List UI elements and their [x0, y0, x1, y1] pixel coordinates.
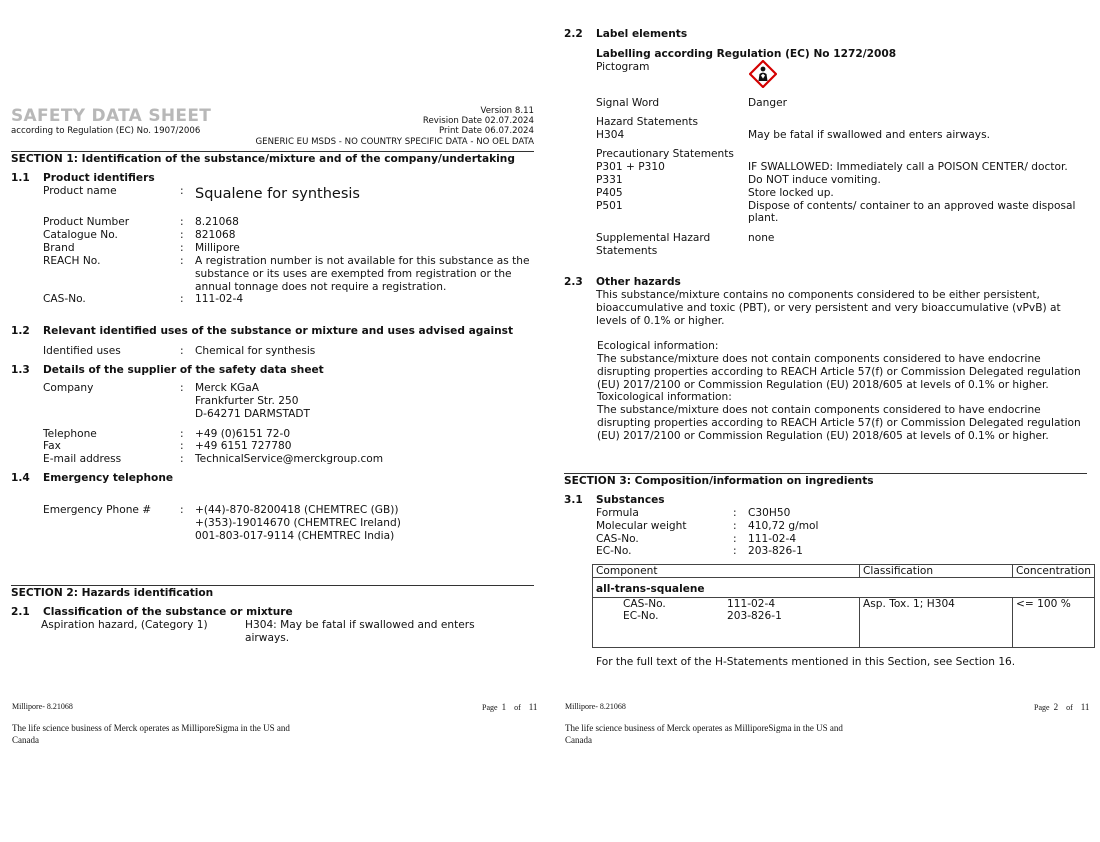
header-divider	[11, 151, 534, 152]
product-name: Squalene for synthesis	[195, 186, 360, 202]
company-line: Merck KGaA	[195, 382, 260, 394]
s12-title: Relevant identified uses of the substance or mixture and uses advised against	[43, 325, 514, 337]
precaution-code: P331	[596, 174, 623, 186]
footer-note-line: Canada	[565, 735, 592, 745]
table-row	[593, 578, 1095, 598]
s21-number: 2.1	[11, 606, 30, 618]
cas-number: 111-02-4	[195, 293, 244, 305]
supplemental-label: Statements	[596, 245, 658, 257]
s11-number: 1.1	[11, 172, 30, 184]
cas-number: 111-02-4	[748, 533, 797, 545]
component-ec: 203-826-1	[727, 610, 782, 622]
table-header: Classification	[860, 565, 1013, 578]
company-line: Frankfurter Str. 250	[195, 395, 299, 407]
email-address: TechnicalService@merckgroup.com	[195, 453, 384, 465]
product-name-label: Product name	[43, 185, 117, 197]
precaution-text: Dispose of contents/ container to an approved waste disposal	[748, 200, 1076, 212]
component-concentration: <= 100 %	[1013, 598, 1095, 648]
uses-label: Identified uses	[43, 345, 121, 357]
colon: :	[180, 345, 184, 357]
classification-line: H304: May be fatal if swallowed and enters	[245, 619, 475, 631]
formula-label: Formula	[596, 507, 639, 519]
cas-label: CAS-No.	[43, 293, 86, 305]
s23-number: 2.3	[564, 276, 583, 288]
footer-page	[482, 701, 537, 714]
component-cas: 111-02-4	[727, 598, 776, 610]
table-header: Concentration	[1013, 565, 1095, 578]
section3-title: SECTION 3: Composition/information on ingredients	[564, 475, 874, 487]
hazard-statements-label: Hazard Statements	[596, 116, 699, 128]
cas-label: CAS-No.	[596, 533, 639, 545]
page-number: 2	[1053, 702, 1059, 712]
emergency-line: 001-803-017-9114 (CHEMTREC India)	[195, 530, 395, 542]
page-word: Page	[1034, 703, 1050, 712]
eco-label: Ecological information:	[597, 340, 719, 352]
mw-label: Molecular weight	[596, 520, 687, 532]
component-ids	[593, 598, 860, 648]
table-header: Component	[593, 565, 860, 578]
other-hazards-line: levels of 0.1% or higher.	[596, 315, 725, 327]
eco-line: (EU) 2017/2100 or Commission Regulation (EU) 2018/605 at levels of 0.1% or higher.	[597, 379, 1049, 391]
molecular-weight: 410,72 g/mol	[748, 520, 819, 532]
brand: Millipore	[195, 242, 240, 254]
company-line: D-64271 DARMSTADT	[195, 408, 311, 420]
company-label: Company	[43, 382, 94, 394]
colon: :	[180, 382, 184, 394]
precaution-text-cont: plant.	[748, 212, 779, 224]
eco-line: The substance/mixture does not contain components considered to have endocrine	[597, 353, 1041, 365]
generic-note: GENERIC EU MSDS - NO COUNTRY SPECIFIC DATA - NO OEL DATA	[255, 137, 534, 147]
section2-title: SECTION 2: Hazards identification	[11, 587, 214, 599]
colon: :	[180, 185, 184, 197]
supplemental-label: Supplemental Hazard	[596, 232, 711, 244]
component-name: all-trans-squalene	[593, 578, 1095, 598]
section1-title: SECTION 1: Identification of the substance/mixture and of the company/undertaking	[11, 153, 515, 165]
full-text-note: For the full text of the H-Statements mentioned in this Section, see Section 16.	[596, 656, 1016, 668]
colon: :	[180, 255, 184, 267]
s13-title: Details of the supplier of the safety data sheet	[43, 364, 324, 376]
precaution-code: P301 + P310	[596, 161, 665, 173]
tox-line: The substance/mixture does not contain components considered to have endocrine	[597, 404, 1041, 416]
other-hazards-line: This substance/mixture contains no components considered to be either persistent,	[596, 289, 1040, 301]
sds-title: SAFETY DATA SHEET	[11, 106, 212, 126]
footer-note-line: The life science business of Merck operates as MilliporeSigma in the US and	[565, 723, 843, 733]
revision-date: Revision Date 02.07.2024	[422, 116, 534, 126]
precaution-code: P501	[596, 200, 623, 212]
footer-product: Millipore- 8.21068	[12, 702, 73, 711]
print-date: Print Date 06.07.2024	[439, 126, 534, 136]
s22-title: Label elements	[596, 28, 688, 40]
precaution-text: IF SWALLOWED: Immediately call a POISON CENTER/ doctor.	[748, 161, 1068, 173]
component-cas-label: CAS-No.	[623, 598, 666, 610]
reach-line: A registration number is not available for this substance as the	[195, 255, 530, 267]
component-classification: Asp. Tox. 1; H304	[860, 598, 1013, 648]
footer-note-line: Canada	[12, 735, 39, 745]
of-word: of	[1066, 703, 1073, 712]
s14-title: Emergency telephone	[43, 472, 174, 484]
component-ec-label: EC-No.	[623, 610, 659, 622]
ec-number: 203-826-1	[748, 545, 803, 557]
s21-title: Classification of the substance or mixture	[43, 606, 293, 618]
emergency-label: Emergency Phone #	[43, 504, 152, 516]
identified-uses: Chemical for synthesis	[195, 345, 316, 357]
telephone-label: Telephone	[43, 428, 97, 440]
table-header-row	[593, 565, 1095, 578]
page-number: 1	[501, 702, 507, 712]
colon: :	[180, 242, 184, 254]
colon: :	[733, 545, 737, 557]
tox-line: (EU) 2017/2100 or Commission Regulation (EU) 2018/605 at levels of 0.1% or higher.	[597, 430, 1049, 442]
colon: :	[733, 533, 737, 545]
section2-divider	[11, 585, 534, 586]
colon: :	[180, 293, 184, 305]
composition-table	[592, 564, 1095, 648]
precaution-text: Store locked up.	[748, 187, 834, 199]
pictogram-label: Pictogram	[596, 61, 650, 73]
page-word: Page	[482, 703, 498, 712]
colon: :	[180, 216, 184, 228]
colon: :	[733, 507, 737, 519]
tox-label: Toxicological information:	[597, 391, 732, 403]
fax: +49 6151 727780	[195, 440, 292, 452]
precaution-text: Do NOT induce vomiting.	[748, 174, 881, 186]
footer-product: Millipore- 8.21068	[565, 702, 626, 711]
health-hazard-pictogram-icon	[749, 60, 777, 88]
page-total: 11	[528, 702, 538, 712]
s31-number: 3.1	[564, 494, 583, 506]
sds-subtitle: according to Regulation (EC) No. 1907/2006	[11, 126, 201, 136]
hazard-text: May be fatal if swallowed and enters airways.	[748, 129, 990, 141]
footer-note-line: The life science business of Merck operates as MilliporeSigma in the US and	[12, 723, 290, 733]
colon: :	[180, 229, 184, 241]
hazard-code: H304	[596, 129, 625, 141]
supplemental-value: none	[748, 232, 775, 244]
page-total: 11	[1080, 702, 1090, 712]
labelling-title: Labelling according Regulation (EC) No 1272/2008	[596, 48, 897, 60]
catalogue-number: 821068	[195, 229, 236, 241]
reach-line: annual tonnage does not require a registration.	[195, 281, 447, 293]
eco-line: disrupting properties according to REACH Article 57(f) or Commission Delegated regulation	[597, 366, 1081, 378]
colon: :	[180, 440, 184, 452]
footer-page	[1034, 701, 1089, 714]
reach-label: REACH No.	[43, 255, 101, 267]
s22-number: 2.2	[564, 28, 583, 40]
emergency-line: +(44)-870-8200418 (CHEMTREC (GB))	[195, 504, 399, 516]
catalogue-label: Catalogue No.	[43, 229, 118, 241]
signal-word-label: Signal Word	[596, 97, 660, 109]
reach-line: substance or its uses are exempted from registration or the	[195, 268, 512, 280]
s11-title: Product identifiers	[43, 172, 155, 184]
telephone: +49 (0)6151 72-0	[195, 428, 291, 440]
colon: :	[180, 453, 184, 465]
table-row	[593, 598, 1095, 648]
precaution-code: P405	[596, 187, 623, 199]
classification-label: Aspiration hazard, (Category 1)	[41, 619, 208, 631]
version: Version 8.11	[480, 106, 534, 116]
section3-divider	[564, 473, 1087, 474]
product-number: 8.21068	[195, 216, 239, 228]
s14-number: 1.4	[11, 472, 30, 484]
s13-number: 1.3	[11, 364, 30, 376]
of-word: of	[514, 703, 521, 712]
precautionary-label: Precautionary Statements	[596, 148, 734, 160]
colon: :	[733, 520, 737, 532]
s31-title: Substances	[596, 494, 665, 506]
colon: :	[180, 428, 184, 440]
s12-number: 1.2	[11, 325, 30, 337]
brand-label: Brand	[43, 242, 75, 254]
tox-line: disrupting properties according to REACH Article 57(f) or Commission Delegated regulation	[597, 417, 1081, 429]
colon: :	[180, 504, 184, 516]
email-label: E-mail address	[43, 453, 122, 465]
ec-label: EC-No.	[596, 545, 632, 557]
formula: C30H50	[748, 507, 791, 519]
emergency-line: +(353)-19014670 (CHEMTREC Ireland)	[195, 517, 401, 529]
fax-label: Fax	[43, 440, 61, 452]
s23-title: Other hazards	[596, 276, 681, 288]
product-number-label: Product Number	[43, 216, 130, 228]
other-hazards-line: bioaccumulative and toxic (PBT), or very persistent and very bioaccumulative (vPvB) at	[596, 302, 1061, 314]
classification-line: airways.	[245, 632, 290, 644]
signal-word: Danger	[748, 97, 787, 109]
